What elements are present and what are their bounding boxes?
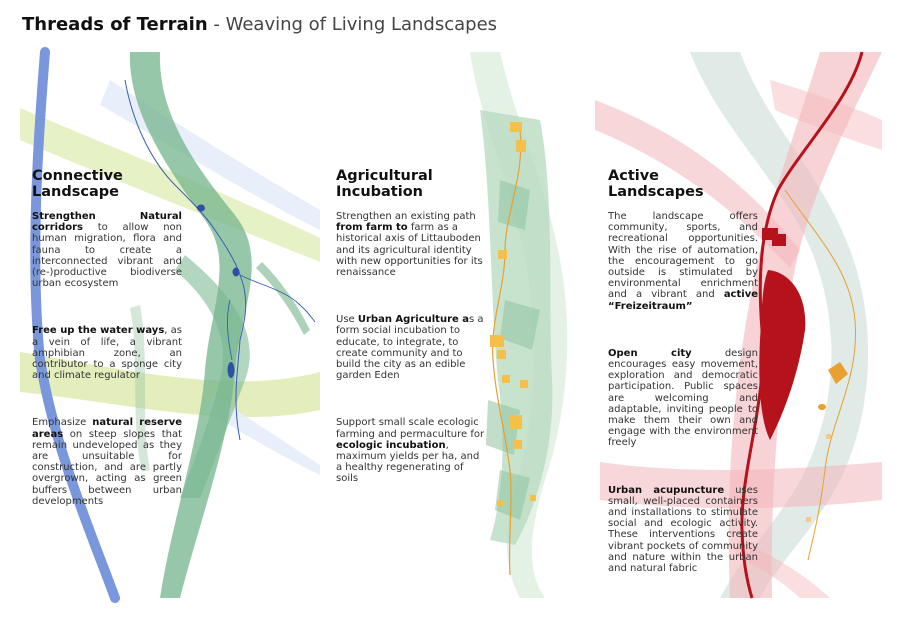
farm-building [516,140,526,152]
paragraph: Open city design encourages easy movement, exploration and democratic participation. Public spaces are welcoming and adaptable, inviting people to make them their own and engage with the environment freely [608,347,758,449]
panel-heading [32,168,182,200]
orange-spot [818,404,826,410]
paragraph: The landscape offers community, sports, and recreational opportunities. With the rise of automation, the encouragement to go outside is stimulated by environmental enrichment and a vibrant and active “Freizeitraum” [608,211,758,312]
farm-building [497,350,506,359]
panel-heading [608,168,758,200]
panel-heading-line-2: Landscape [32,184,119,200]
panel-connective-landscape [32,168,182,507]
page-subtitle: Weaving of Living Landscapes [225,14,498,35]
paragraph: Use Urban Agriculture as a form social incubation to educate, to integrate, to create community and to build the city as an edible garden Eden [336,314,484,382]
panel-heading-line-1: Agricultural [336,168,433,184]
panel-agricultural-incubation [336,168,486,485]
title-separator: - [207,14,226,35]
panel-heading-line-1: Active Landscapes [608,168,704,200]
paragraph: Free up the water ways, as a vein of life, a vibrant amphibian zone, an contributor to a sponge city and climate regulator [32,325,182,382]
panel-active-landscapes [608,168,758,574]
farm-building [530,495,536,501]
green-corridor-right [256,262,310,335]
farm-building [510,122,522,132]
farm-building [497,500,503,506]
small-container [806,517,811,522]
farm-building [490,335,504,347]
paragraph: Emphasize natural reserve areas on steep slopes that remain undeveloped as they are unsuitable for construction, and are partly overgrown, acting as green buffers between urban developments [32,417,182,507]
red-activity-area [759,270,805,440]
paragraph: Strengthen an existing path from farm to farm as a historical axis of Littauboden and its agricultural identity with new opportunities for its renaissance [336,211,483,279]
panel-heading [336,168,486,200]
paragraph: Support small scale ecologic farming and permaculture for ecologic incubation, maximum yields per ha, and a healthy regenerating of soils [336,417,485,485]
paragraph: Strengthen Natural corridors to allow non human migration, flora and fauna to create a interconnected vibrant and (re-)productive biodiverse urban ecosystem [32,211,182,290]
panel-heading-line-2: Incubation [336,184,423,200]
page-title: Threads of Terrain [22,14,208,35]
farm-building [513,440,522,449]
small-container [826,434,831,439]
farm-building [510,415,522,429]
pond-1 [197,205,205,212]
pond-3 [228,362,235,378]
pond-2 [233,268,240,277]
paragraph: Urban acupuncture uses small, well-placed containers and installations to stimulate social and ecologic activity. These interventions create vibrant pockets of community and nature within the urban and natural fabric [608,484,759,575]
panel-heading-line-1: Connective [32,168,123,184]
farm-building [498,250,507,259]
farm-building [502,375,510,383]
farm-building [520,380,528,388]
